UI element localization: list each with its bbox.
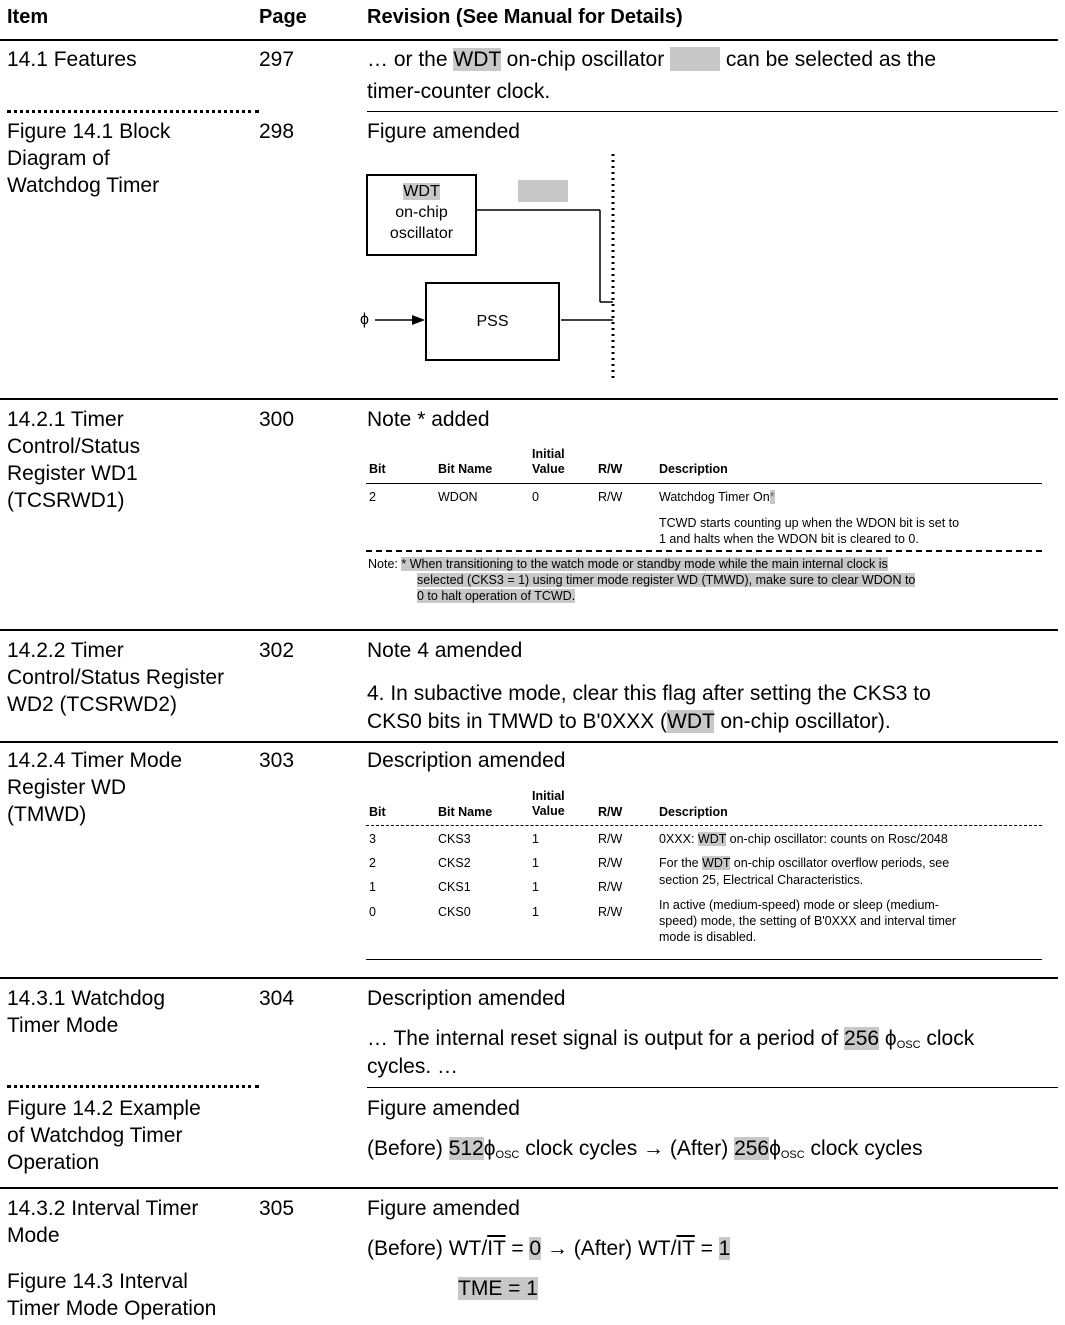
cell-description: 0XXX: WDT on-chip oscillator: counts on Rosc/2048 [659, 832, 948, 846]
tcsrwd1-item: 14.2.1 Timer Control/Status Register WD1 (TCSRWD1) [7, 408, 141, 512]
cell-rw: R/W [598, 832, 623, 846]
table-rule [366, 825, 1042, 826]
cell-bitname: CKS3 [438, 832, 471, 846]
th-initial: Initial Value [532, 447, 565, 476]
wdmode-line1: … The internal reset signal is output for a period of 256 $\phi_{OSC}$ clock [367, 1027, 975, 1051]
cell-bitname: CKS0 [438, 905, 471, 919]
fig142-revision: Figure amended [367, 1097, 520, 1120]
fig141-page: 298 [259, 120, 295, 143]
th-initial: Initial Value [532, 789, 565, 818]
cell-init: 1 [532, 880, 539, 894]
table-rule [366, 483, 1042, 484]
interval-page: 305 [259, 1197, 295, 1220]
features-item: 14.1 Features [7, 48, 137, 71]
row-divider [0, 741, 1058, 743]
row-divider [367, 111, 1058, 112]
cell-bit: 2 [369, 490, 376, 504]
features-revision-line2: timer-counter clock. [367, 80, 551, 103]
tcsrwd2-item: 14.2.2 Timer Control/Status Register WD2 (TCSRWD2) [7, 639, 225, 716]
cell-rw: R/W [598, 856, 623, 870]
highlight-blank [670, 47, 720, 71]
table-rule [366, 959, 1042, 960]
row-divider [0, 398, 1058, 400]
cell-init: 1 [532, 832, 539, 846]
cell-init: 1 [532, 905, 539, 919]
cell-bitname: WDON [438, 490, 478, 504]
row-divider [0, 629, 1058, 631]
interval-item-figure: Figure 14.3 Interval Timer Mode Operation [7, 1270, 217, 1320]
interval-line1: (Before) $WT/\overline{IT} = 0$ → (After) $WT/\overline{IT} = 1$ [367, 1237, 731, 1260]
tcsrwd2-page: 302 [259, 639, 295, 662]
fig141-revision: Figure amended [367, 120, 520, 143]
pss-box: PSS [425, 282, 560, 361]
th-bitname: Bit Name [438, 805, 493, 819]
tcsrwd2-revision: Note 4 amended [367, 639, 523, 662]
wdt-oscillator-box: WDT on-chip oscillator [366, 174, 477, 256]
th-rw: R/W [598, 462, 623, 476]
features-page: 297 [259, 48, 295, 71]
dotted-divider [7, 1085, 259, 1088]
cell-init: 0 [532, 490, 539, 504]
phi-symbol: ϕ [360, 311, 369, 328]
fig142-item: Figure 14.2 Example of Watchdog Timer Operation [7, 1097, 201, 1174]
interval-revision: Figure amended [367, 1197, 520, 1220]
interval-item: 14.3.2 Interval Timer Mode [7, 1197, 199, 1247]
note-divider [366, 550, 1042, 552]
interval-tme: TME = 1 [458, 1277, 538, 1300]
tmwd-page: 303 [259, 749, 295, 772]
th-bit: Bit [369, 805, 386, 819]
th-bitname: Bit Name [438, 462, 493, 476]
th-bit: Bit [369, 462, 386, 476]
wdmode-line2: cycles. … [367, 1055, 459, 1078]
cell-description: For the WDT on-chip oscillator overflow periods, see [659, 856, 950, 870]
header-rule [0, 39, 1058, 41]
table-row: 2 [369, 856, 376, 870]
cell-bitname: CKS2 [438, 856, 471, 870]
th-description: Description [659, 462, 728, 476]
fig142-line: (Before) $512\phi_{OSC}$ clock cycles → (After) $256\phi_{OSC}$ clock cycles [367, 1137, 923, 1161]
cell-description: section 25, Electrical Characteristics. [659, 873, 864, 887]
header-item: Item [7, 6, 49, 28]
tcsrwd2-line2: CKS0 bits in TMWD to B'0XXX (WDT on-chip oscillator). [367, 710, 891, 733]
tcsrwd1-page: 300 [259, 408, 295, 431]
row-divider [367, 1087, 1058, 1088]
cell-description: In active (medium-speed) mode or sleep (medium- speed) mode, the setting of B'0XXX and interval timer mode is disabled. [659, 898, 956, 944]
th-description: Description [659, 805, 728, 819]
cell-rw: R/W [598, 880, 623, 894]
fig141-item: Figure 14.1 Block Diagram of Watchdog Timer [7, 120, 171, 197]
wdmode-item: 14.3.1 Watchdog Timer Mode [7, 987, 165, 1037]
tcsrwd1-note: Note: * When transitioning to the watch mode or standby mode while the main internal clock is selected (CKS3 = 1) using timer mode register WD (TMWD), make sure to clear WDON to 0 to halt operation of TCWD. [368, 557, 916, 603]
cell-rw: R/W [598, 490, 623, 504]
cell-description-detail: TCWD starts counting up when the WDON bit is set to 1 and halts when the WDON bit is cleared to 0. [659, 516, 960, 546]
tcsrwd2-line1: 4. In subactive mode, clear this flag after setting the CKS3 to [367, 682, 931, 705]
dotted-divider [7, 110, 259, 113]
row-divider [0, 1187, 1058, 1189]
th-rw: R/W [598, 805, 623, 819]
table-row: 0 [369, 905, 376, 919]
header-page: Page [259, 6, 307, 28]
tmwd-revision: Description amended [367, 749, 566, 772]
cell-init: 1 [532, 856, 539, 870]
row-divider [0, 977, 1058, 979]
cell-rw: R/W [598, 905, 623, 919]
wdmode-page: 304 [259, 987, 295, 1010]
header-revision: Revision (See Manual for Details) [367, 6, 683, 28]
cell-bitname: CKS1 [438, 880, 471, 894]
tcsrwd1-revision: Note * added [367, 408, 490, 431]
features-revision: … or the WDT on-chip oscillator can be selected as the [367, 48, 937, 71]
cell-description: Watchdog Timer On* [659, 490, 775, 504]
table-row: 3 [369, 832, 376, 846]
tmwd-item: 14.2.4 Timer Mode Register WD (TMWD) [7, 749, 183, 826]
wdmode-revision: Description amended [367, 987, 566, 1010]
table-row: 1 [369, 880, 376, 894]
